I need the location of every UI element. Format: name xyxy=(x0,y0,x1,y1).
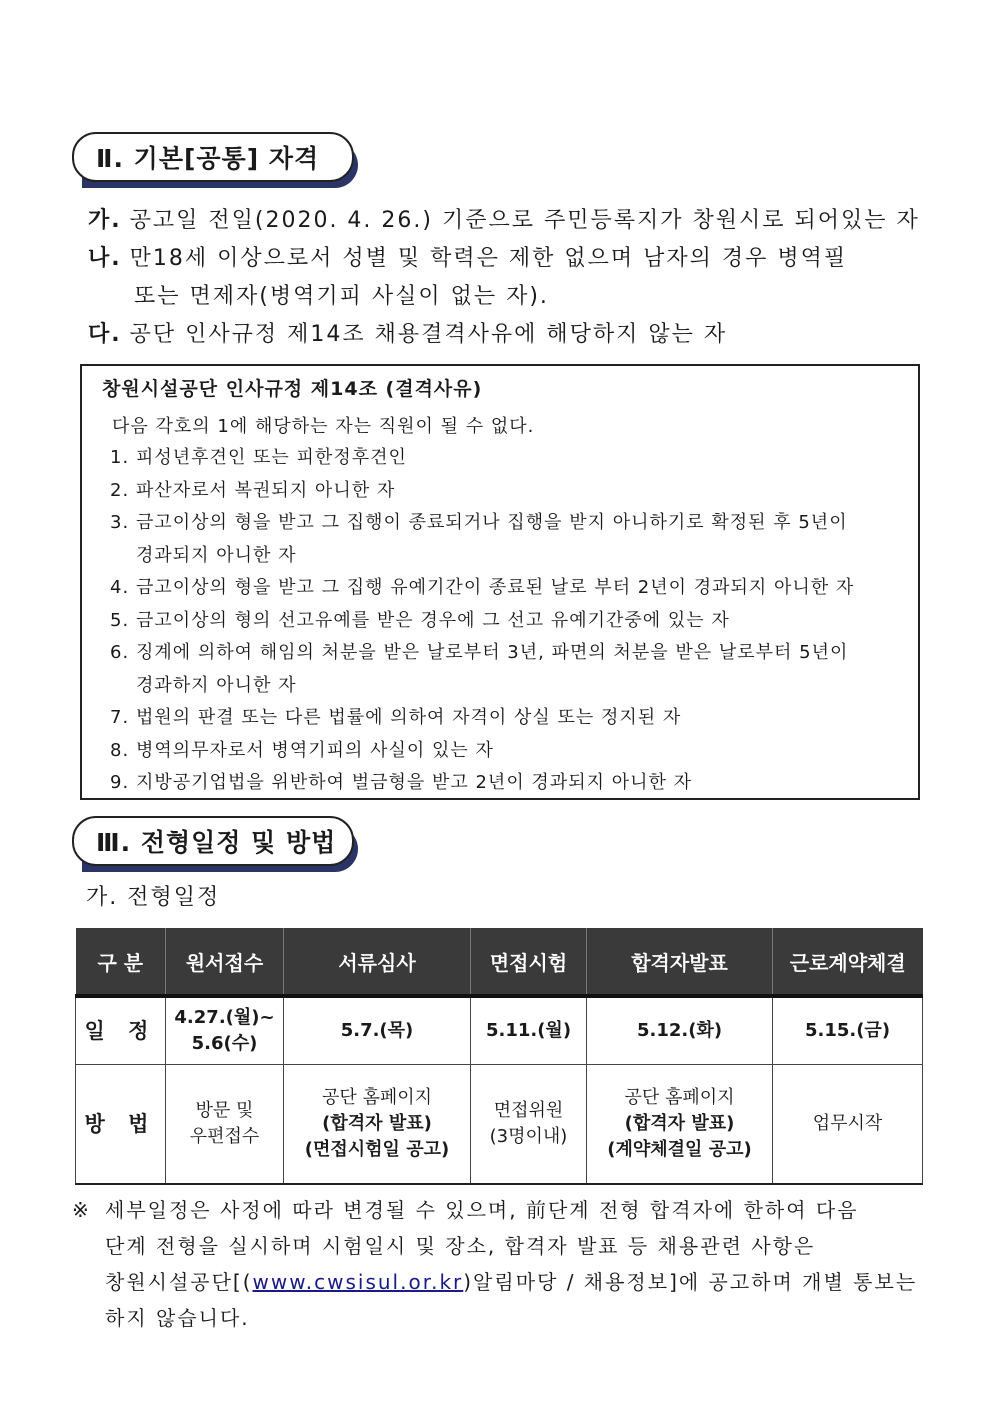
cell-announcement-date: 5.12.(화) xyxy=(587,996,773,1065)
qualification-item-ga xyxy=(88,202,930,240)
rule-item xyxy=(110,507,908,572)
note-symbol: ※ xyxy=(72,1198,91,1222)
note-line: 하지 않습니다. xyxy=(105,1306,250,1330)
note-text: 창원시설공단[( xyxy=(105,1270,253,1294)
method-line: 면접위원 xyxy=(493,1100,564,1121)
schedule-subtitle: 가. 전형일정 xyxy=(86,885,221,910)
rule-text: 금고이상의 형을 받고 그 집행이 종료되거나 집행을 받지 아니하기로 확정된 후 5년이 xyxy=(136,512,848,533)
website-link[interactable]: www.cwsisul.or.kr xyxy=(252,1270,464,1294)
section-3-header xyxy=(72,816,354,866)
method-line-bold: (면접시험일 공고) xyxy=(304,1139,450,1160)
section-2-title: Ⅱ. 기본[공통] 자격 xyxy=(72,132,354,182)
rule-number: 6. xyxy=(110,642,130,663)
header-category: 구 분 xyxy=(76,928,166,996)
qualification-item-na xyxy=(88,240,930,316)
rule-text: 법원의 판결 또는 다른 법률에 의하여 자격이 상실 또는 정지된 자 xyxy=(136,707,682,728)
rule-text-continuation: 경과하지 아니한 자 xyxy=(136,674,297,696)
section-2-header xyxy=(72,132,354,182)
rule-text: 금고이상의 형의 선고유예를 받은 경우에 그 선고 유예기간중에 있는 자 xyxy=(136,609,730,631)
rule-item xyxy=(110,572,908,605)
rule-number: 5. xyxy=(110,609,130,631)
rule-text: 금고이상의 형을 받고 그 집행 유예기간이 종료된 날로 부터 2년이 경과되지 아니한 자 xyxy=(136,577,855,598)
rules-title: 창원시설공단 인사규정 제14조 (결격사유) xyxy=(102,378,483,400)
row-label-method: 방 법 xyxy=(76,1065,166,1185)
method-line-bold: (합격자 발표) xyxy=(322,1113,432,1134)
rule-text: 징계에 의하여 해임의 처분을 받은 날로부터 3년, 파면의 처분을 받은 날로부터 5년이 xyxy=(136,642,849,663)
cell-document-method xyxy=(284,1065,471,1185)
note-line xyxy=(72,1264,932,1300)
schedule-table xyxy=(75,928,923,1185)
rule-number: 7. xyxy=(110,707,130,728)
rule-text: 지방공기업법을 위반하여 벌금형을 받고 2년이 경과되지 아니한 자 xyxy=(136,772,692,793)
cell-contract-date: 5.15.(금) xyxy=(773,996,923,1065)
method-line: 방문 및 xyxy=(195,1100,254,1121)
row-label-schedule: 일 정 xyxy=(76,996,166,1065)
note-line: 단계 전형을 실시하며 시험일시 및 장소, 합격자 발표 등 채용관련 사항은 xyxy=(105,1234,816,1258)
item-text: 공고일 전일(2020. 4. 26.) 기준으로 주민등록지가 창원시로 되어있는 자 xyxy=(129,208,920,233)
cell-contract-method: 업무시작 xyxy=(773,1065,923,1185)
note-text: )알림마당 / 채용정보]에 공고하며 개별 통보는 xyxy=(463,1270,918,1294)
item-text: 만18세 이상으로서 성별 및 학력은 제한 없으며 남자의 경우 병역필 xyxy=(129,246,848,271)
item-marker: 다. xyxy=(88,322,122,347)
disqualification-rules-box xyxy=(80,364,920,800)
item-text: 공단 인사규정 제14조 채용결격사유에 해당하지 않는 자 xyxy=(129,322,728,347)
rule-text: 병역의무자로서 병역기피의 사실이 있는 자 xyxy=(136,739,494,761)
item-text-continuation: 또는 면제자(병역기피 사실이 없는 자). xyxy=(134,284,549,309)
method-line: 공단 홈페이지 xyxy=(624,1087,735,1108)
item-marker: 나. xyxy=(88,246,122,271)
qualification-item-da xyxy=(88,316,930,354)
cell-announcement-method xyxy=(587,1065,773,1185)
date-line: 5.6(수) xyxy=(191,1033,258,1054)
rule-text-continuation: 경과되지 아니한 자 xyxy=(136,544,297,566)
rule-item xyxy=(110,442,908,475)
header-interview: 면접시험 xyxy=(471,928,587,996)
header-application: 원서접수 xyxy=(166,928,284,996)
rule-item xyxy=(110,637,908,702)
method-line-bold: (계약체결일 공고) xyxy=(607,1139,752,1160)
method-line-bold: (합격자 발표) xyxy=(624,1113,735,1134)
rules-list xyxy=(110,442,908,800)
cell-application-date xyxy=(166,996,284,1065)
cell-document-date: 5.7.(목) xyxy=(284,996,471,1065)
method-line: (3명이내) xyxy=(489,1126,568,1147)
rule-text: 파산자로서 복권되지 아니한 자 xyxy=(136,479,396,501)
rules-intro: 다음 각호의 1에 해당하는 자는 직원이 될 수 없다. xyxy=(112,416,535,437)
rule-item xyxy=(110,475,908,508)
schedule-note xyxy=(72,1192,932,1336)
rule-number: 9. xyxy=(110,772,130,793)
rule-item xyxy=(110,605,908,638)
rule-text: 피성년후견인 또는 피한정후견인 xyxy=(136,447,407,468)
method-line: 우편접수 xyxy=(189,1126,260,1147)
cell-interview-method xyxy=(471,1065,587,1185)
item-marker: 가. xyxy=(88,208,122,233)
rule-item xyxy=(110,735,908,768)
rule-number: 8. xyxy=(110,739,130,761)
rule-item xyxy=(110,702,908,735)
table-row-schedule xyxy=(76,996,923,1065)
rule-number: 3. xyxy=(110,512,130,533)
header-announcement: 합격자발표 xyxy=(587,928,773,996)
rule-item xyxy=(110,767,908,800)
cell-application-method xyxy=(166,1065,284,1185)
header-document-review: 서류심사 xyxy=(284,928,471,996)
method-line: 공단 홈페이지 xyxy=(321,1087,433,1108)
rule-number: 1. xyxy=(110,447,130,468)
note-line: 세부일정은 사정에 따라 변경될 수 있으며, 前단계 전형 합격자에 한하여 다음 xyxy=(105,1198,859,1222)
rule-number: 4. xyxy=(110,577,130,598)
table-header-row xyxy=(76,928,923,996)
header-contract: 근로계약체결 xyxy=(773,928,923,996)
section-3-title: Ⅲ. 전형일정 및 방법 xyxy=(72,816,354,866)
rule-number: 2. xyxy=(110,479,130,501)
table-row-method xyxy=(76,1065,923,1185)
date-line: 4.27.(월)~ xyxy=(174,1007,275,1028)
cell-interview-date: 5.11.(월) xyxy=(471,996,587,1065)
